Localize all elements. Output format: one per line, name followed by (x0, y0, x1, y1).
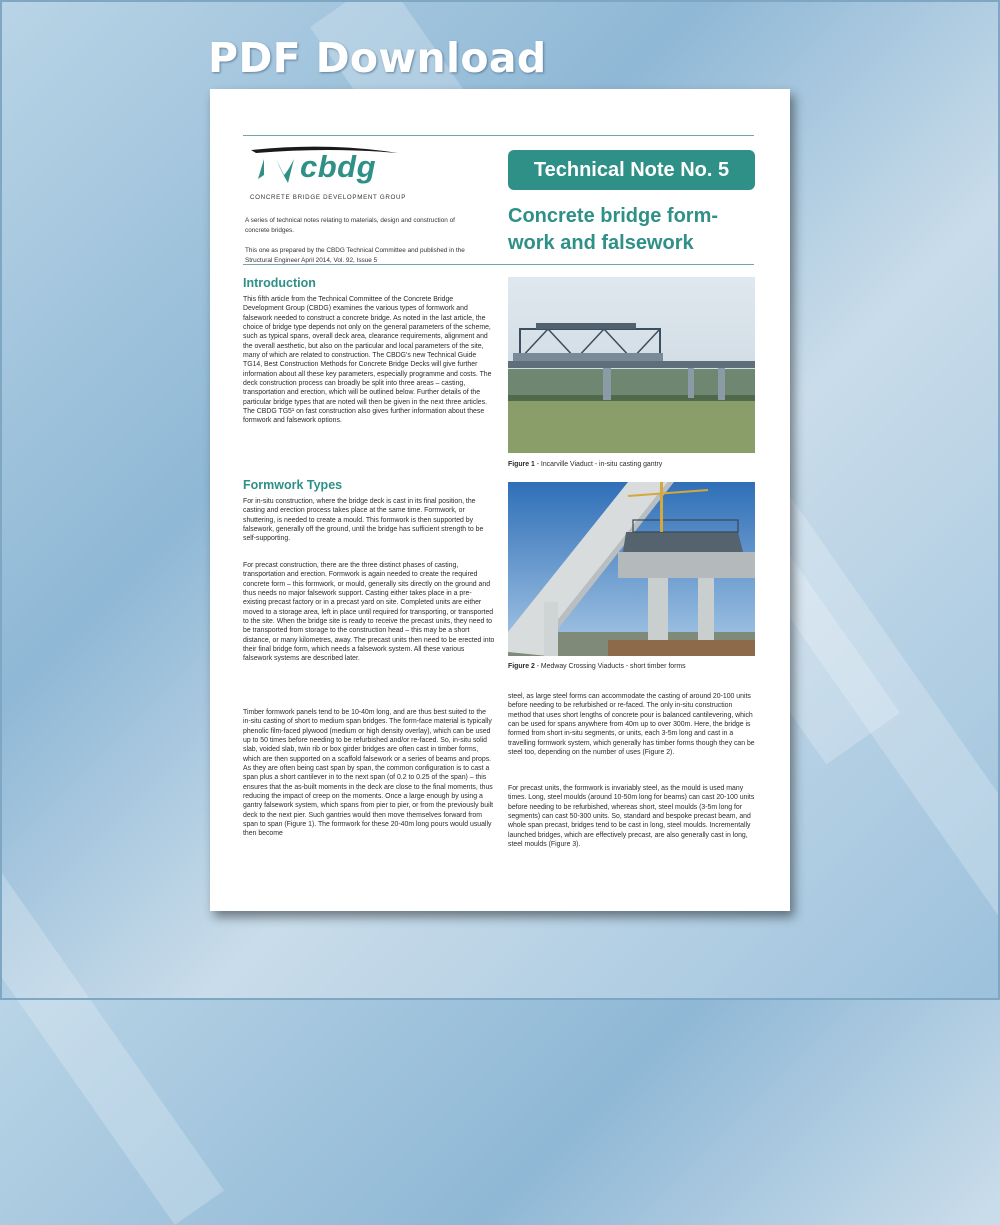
formwork-paragraph-5: For precast units, the formwork is invariably steel, as the mould is used many times. Long, steel moulds (around 10-50m long for beams) can cast 20-100 units before needing to be refurbished, whereas short, steel moulds (3-5m long for segments) can cast 50-300 units. So, standard and bespoke precast beam, and whole span precast, bridges tend to be cast in long, steel moulds. Incrementally launched bridges, which are effectively precast, are also generally cast in long, steel moulds (Figure 3). (508, 785, 755, 849)
publication-note: This one as prepared by the CBDG Technical Committee and published in the Structural Engineer April 2014, Vol. 92, Issue 5 (245, 247, 465, 264)
figure-2-caption: Figure 2 - Medway Crossing Viaducts - short timber forms (508, 663, 686, 670)
cbdg-logo (248, 145, 423, 205)
technical-note-badge: Technical Note No. 5 (508, 150, 755, 190)
document-title: Concrete bridge form-work and falsework (508, 205, 719, 254)
pdf-download-banner[interactable]: PDF Download (208, 34, 547, 82)
logo-subtitle: CONCRETE BRIDGE DEVELOPMENT GROUP (250, 194, 407, 201)
top-rule (243, 135, 754, 136)
formwork-paragraph-4: steel, as large steel forms can accommodate the casting of around 20-100 units before needing to be refurbished or re-faced. The only in-situ construction method that uses short lengths of concrete pour is balanced cantilevering, which can be used for spans anywhere from 40m up to over 300m. Here, the bridge is formed from short in-situ segments, or units, each 3-5m long and cast in a travelling formwork system, which generally has timber forms though they can be steel too, depending on the number of uses (Figure 2). (508, 693, 755, 757)
formwork-types-heading: Formwork Types (243, 478, 343, 492)
formwork-paragraph-3: Timber formwork panels tend to be 10-40m long, and are thus best suited to the in-situ casting of short to medium span bridges. The form-face material is typically phenolic film-faced plywood (medium or high density overlay), which can be used up to 50 times before needing to be refurbished and/or re-faced. So, in-situ solid slab, voided slab, twin rib or box girder bridges are often cast in timber forms, which are then supported on a scaffold falsework or a series of beams and props. As they are often being cast span by span, the common configuration is to cast a span plus a short cantilever in to the next span (of 0.2 to 0.25 of the span) – this ensures that the as-built moments in the deck are close to the final moments, thus reducing the impact of creep on the moments. Once a large enough by using a gantry falsework system, which spans from pier to pier, or from the previously built deck to the next pier. Such gantries would then move themselves forward from span to span (Figure 1). The formwork for these 20-40m long pours would usually then become (243, 709, 494, 838)
header-rule (243, 264, 754, 265)
formwork-paragraph-2: For precast construction, there are the three distinct phases of casting, transportation and erection. Formwork is again needed to create the required concrete form – this formwork, or mould, generally sits directly on the ground and thus needs no major falsework support. Casting either takes place in a pre-existing precast factory or in a precast yard on site. Completed units are either moved to a storage area, left in place until required for transporting, or transported to the site. When the bridge site is ready to receive the precast units, they need to be transported from storage to the construction head – this may be a short distance, or many kilometres, away. The precast units then need to be erected into their final bridge form, which needs a falsework system. All these various falsework systems are described later. (243, 562, 495, 663)
figure-2-photo (508, 482, 755, 656)
introduction-body: This fifth article from the Technical Committee of the Concrete Bridge Development Group (CBDG) examines the various types of formwork and falsework needed to construct a concrete bridge. As noted in the last article, the choice of bridge type depends not only on the general parameters of the scheme, such as typical spans, overall deck area, clearance requirements, alignment and the overall aesthetic, but also on the particular and local parameters of the site, many of which are related to construction. The CBDG's new Technical Guide TG14, Best Construction Methods for Concrete Bridge Decks will give further information about all these key parameters, especially programme and costs. The deck construction process can broadly be split into three areas – casting, transportation and erection, which will be outlined below. Further details of the particular bridge types that are noted will then be given in the next three articles. The CBDG TG5¹ on fast construction also gives further information about these formwork and falsework options. (243, 296, 492, 425)
series-note: A series of technical notes relating to materials, design and construction of concrete bridges. (245, 217, 455, 234)
document-page (210, 89, 790, 911)
introduction-heading: Introduction (243, 276, 316, 290)
figure-1-caption: Figure 1 - Incarville Viaduct - in-situ casting gantry (508, 461, 663, 468)
figure-1-photo (508, 277, 755, 453)
logo-wordmark: cbdg (300, 149, 377, 184)
formwork-paragraph-1: For in-situ construction, where the bridge deck is cast in its final position, the casting and erection process takes place at the same time. Formwork, or shuttering, is needed to create a mould. This formwork is then supported by falsework, generally off the ground, until the bridge has sufficient strength to be self-supporting. (243, 498, 484, 543)
